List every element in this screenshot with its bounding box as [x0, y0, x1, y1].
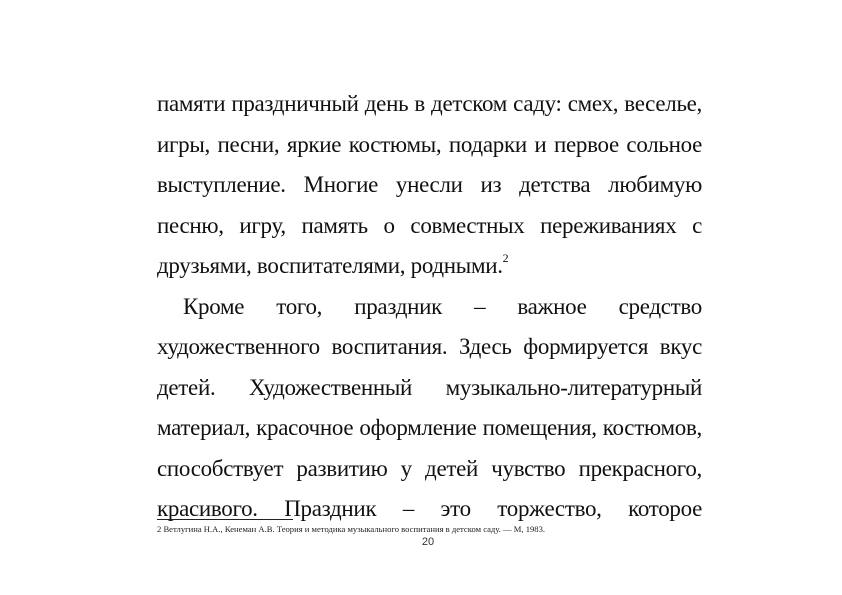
paragraph-text: памяти праздничный день в детском саду: смех, веселье, игры, песни, яркие костюмы, подарки и первое сольное выступление. Многие унесли из детства любимую песню, игру, память о совместных переживаниях с друзьями, воспитателями, родными.	[157, 91, 702, 278]
paragraph-text: Кроме того, праздник – важное средство художественного воспитания. Здесь формируется вкус детей. Художественный музыкально-литературный материал, красочное оформление помещения, костюмов, способствует развитию у детей чувство прекрасного, красивого. Праздник – это торжество, которое	[157, 293, 702, 521]
footnote	[157, 524, 545, 535]
paragraph-continuation	[157, 84, 702, 287]
footnote-number: 2	[157, 524, 162, 534]
footnote-reference[interactable]: 2	[502, 251, 509, 266]
main-text	[157, 84, 702, 530]
footnote-text: Ветлугина Н.А., Кенеман А.В. Теория и методика музыкального воспитания в детском саду. — М, 1983.	[163, 524, 546, 534]
page-number: 20	[421, 536, 435, 548]
paragraph	[157, 287, 702, 530]
footnote-separator	[157, 519, 293, 520]
